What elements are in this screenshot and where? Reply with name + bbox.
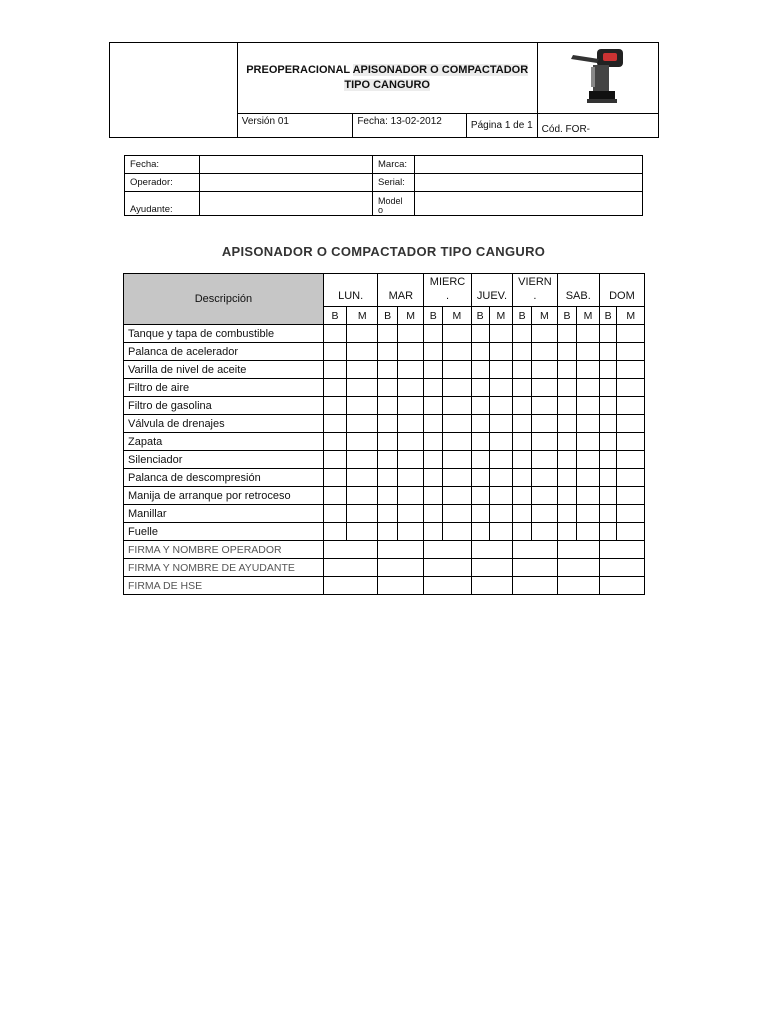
issue-date: Fecha: 13-02-2012 xyxy=(357,115,442,127)
signature-cell[interactable] xyxy=(557,541,599,559)
marca-field[interactable] xyxy=(415,156,643,174)
ayudante-field[interactable] xyxy=(200,192,373,216)
good-column-header: B xyxy=(557,307,577,325)
signature-label: FIRMA DE HSE xyxy=(124,577,324,595)
check-cell[interactable] xyxy=(557,343,577,361)
day-header xyxy=(378,274,424,307)
check-cell[interactable] xyxy=(531,397,557,415)
check-cell[interactable] xyxy=(424,523,443,541)
check-cell[interactable] xyxy=(347,469,378,487)
check-cell[interactable] xyxy=(323,361,346,379)
item-description: Silenciador xyxy=(124,451,324,469)
check-cell[interactable] xyxy=(471,325,489,343)
signature-cell[interactable] xyxy=(378,577,424,595)
check-cell[interactable] xyxy=(599,487,617,505)
check-cell[interactable] xyxy=(489,325,513,343)
check-cell[interactable] xyxy=(531,343,557,361)
check-cell[interactable] xyxy=(323,325,346,343)
bad-column-header: M xyxy=(489,307,513,325)
check-cell[interactable] xyxy=(599,361,617,379)
check-cell[interactable] xyxy=(471,397,489,415)
check-cell[interactable] xyxy=(443,415,472,433)
check-cell[interactable] xyxy=(531,379,557,397)
check-cell[interactable] xyxy=(617,451,645,469)
check-cell[interactable] xyxy=(397,379,423,397)
check-cell[interactable] xyxy=(577,397,600,415)
check-cell[interactable] xyxy=(471,343,489,361)
check-cell[interactable] xyxy=(557,325,577,343)
check-cell[interactable] xyxy=(617,343,645,361)
check-cell[interactable] xyxy=(577,379,600,397)
check-cell[interactable] xyxy=(471,505,489,523)
version-cell xyxy=(237,113,353,137)
check-cell[interactable] xyxy=(577,523,600,541)
good-column-header: B xyxy=(599,307,617,325)
check-cell[interactable] xyxy=(577,451,600,469)
modelo-field[interactable] xyxy=(415,192,643,216)
check-cell[interactable] xyxy=(443,451,472,469)
item-description: Filtro de gasolina xyxy=(124,397,324,415)
check-cell[interactable] xyxy=(424,343,443,361)
check-cell[interactable] xyxy=(489,379,513,397)
signature-cell[interactable] xyxy=(513,559,557,577)
signature-cell[interactable] xyxy=(323,577,378,595)
check-cell[interactable] xyxy=(531,325,557,343)
check-cell[interactable] xyxy=(513,415,532,433)
page-number: Página 1 de 1 xyxy=(470,119,533,131)
title-part2: APISONADOR O COMPACTADOR xyxy=(352,63,529,76)
item-description: Palanca de descompresión xyxy=(124,469,324,487)
check-cell[interactable] xyxy=(347,379,378,397)
table-row xyxy=(124,397,645,415)
check-cell[interactable] xyxy=(617,325,645,343)
check-cell[interactable] xyxy=(577,415,600,433)
item-description: Fuelle xyxy=(124,523,324,541)
fecha-field[interactable] xyxy=(200,156,373,174)
check-cell[interactable] xyxy=(577,505,600,523)
check-cell[interactable] xyxy=(471,451,489,469)
check-cell[interactable] xyxy=(323,343,346,361)
day-header xyxy=(471,274,512,307)
check-cell[interactable] xyxy=(424,433,443,451)
check-cell[interactable] xyxy=(471,523,489,541)
check-cell[interactable] xyxy=(378,343,398,361)
check-cell[interactable] xyxy=(513,523,532,541)
check-cell[interactable] xyxy=(471,361,489,379)
check-cell[interactable] xyxy=(489,469,513,487)
check-cell[interactable] xyxy=(378,379,398,397)
check-cell[interactable] xyxy=(424,379,443,397)
check-cell[interactable] xyxy=(599,505,617,523)
day-header xyxy=(323,274,378,307)
signature-cell[interactable] xyxy=(471,577,512,595)
signature-cell[interactable] xyxy=(599,541,644,559)
check-cell[interactable] xyxy=(531,451,557,469)
check-cell[interactable] xyxy=(617,397,645,415)
signature-cell[interactable] xyxy=(513,577,557,595)
ayudante-label: Ayudante: xyxy=(125,192,200,216)
signature-cell[interactable] xyxy=(424,541,471,559)
inspection-checklist xyxy=(123,273,645,595)
check-cell[interactable] xyxy=(378,487,398,505)
check-cell[interactable] xyxy=(599,451,617,469)
check-cell[interactable] xyxy=(489,397,513,415)
operador-field[interactable] xyxy=(200,174,373,192)
logo-cell xyxy=(110,43,238,138)
check-cell[interactable] xyxy=(489,415,513,433)
check-cell[interactable] xyxy=(347,361,378,379)
check-cell[interactable] xyxy=(599,523,617,541)
check-cell[interactable] xyxy=(557,361,577,379)
modelo-label-1: Model xyxy=(378,196,403,206)
check-cell[interactable] xyxy=(443,487,472,505)
check-cell[interactable] xyxy=(323,487,346,505)
check-cell[interactable] xyxy=(513,451,532,469)
check-cell[interactable] xyxy=(557,451,577,469)
signature-cell[interactable] xyxy=(557,577,599,595)
check-cell[interactable] xyxy=(489,343,513,361)
check-cell[interactable] xyxy=(557,433,577,451)
check-cell[interactable] xyxy=(378,505,398,523)
check-cell[interactable] xyxy=(397,343,423,361)
check-cell[interactable] xyxy=(513,469,532,487)
check-cell[interactable] xyxy=(531,433,557,451)
check-cell[interactable] xyxy=(531,415,557,433)
check-cell[interactable] xyxy=(347,343,378,361)
check-cell[interactable] xyxy=(443,523,472,541)
description-header: Descripción xyxy=(124,274,324,325)
check-cell[interactable] xyxy=(424,325,443,343)
check-cell[interactable] xyxy=(397,433,423,451)
check-cell[interactable] xyxy=(471,379,489,397)
check-cell[interactable] xyxy=(513,361,532,379)
table-row xyxy=(124,379,645,397)
day-header xyxy=(424,274,471,307)
check-cell[interactable] xyxy=(424,469,443,487)
page-cell xyxy=(466,113,537,137)
good-column-header: B xyxy=(323,307,346,325)
check-cell[interactable] xyxy=(443,343,472,361)
document-title xyxy=(237,43,537,114)
check-cell[interactable] xyxy=(513,343,532,361)
title-part1: PREOPERACIONAL xyxy=(246,63,350,76)
check-cell[interactable] xyxy=(577,361,600,379)
table-row xyxy=(124,415,645,433)
check-cell[interactable] xyxy=(397,415,423,433)
day-label-line2: . xyxy=(533,290,537,302)
check-cell[interactable] xyxy=(599,469,617,487)
check-cell[interactable] xyxy=(323,469,346,487)
check-cell[interactable] xyxy=(378,433,398,451)
document-header xyxy=(109,42,659,138)
signature-cell[interactable] xyxy=(323,559,378,577)
check-cell[interactable] xyxy=(347,415,378,433)
check-cell[interactable] xyxy=(378,361,398,379)
check-cell[interactable] xyxy=(513,505,532,523)
signature-row xyxy=(124,577,645,595)
day-label-line2: LUN. xyxy=(338,290,364,302)
check-cell[interactable] xyxy=(347,325,378,343)
day-label-line1: MIERC xyxy=(429,276,466,288)
signature-cell[interactable] xyxy=(599,577,644,595)
bad-column-header: M xyxy=(617,307,645,325)
bad-column-header: M xyxy=(531,307,557,325)
table-row xyxy=(124,343,645,361)
check-cell[interactable] xyxy=(323,415,346,433)
equipment-info-table xyxy=(124,155,643,216)
check-cell[interactable] xyxy=(443,325,472,343)
check-cell[interactable] xyxy=(617,469,645,487)
signature-label: FIRMA Y NOMBRE DE AYUDANTE xyxy=(124,559,324,577)
check-cell[interactable] xyxy=(378,397,398,415)
check-cell[interactable] xyxy=(617,361,645,379)
check-cell[interactable] xyxy=(531,487,557,505)
day-header xyxy=(513,274,557,307)
check-cell[interactable] xyxy=(424,487,443,505)
document-code: Cód. FOR- xyxy=(541,124,590,135)
check-cell[interactable] xyxy=(599,379,617,397)
check-cell[interactable] xyxy=(577,487,600,505)
item-description: Manillar xyxy=(124,505,324,523)
check-cell[interactable] xyxy=(347,505,378,523)
check-cell[interactable] xyxy=(397,487,423,505)
check-cell[interactable] xyxy=(577,433,600,451)
signature-cell[interactable] xyxy=(471,559,512,577)
check-cell[interactable] xyxy=(378,523,398,541)
check-cell[interactable] xyxy=(577,343,600,361)
check-cell[interactable] xyxy=(557,415,577,433)
item-description: Tanque y tapa de combustible xyxy=(124,325,324,343)
rammer-compactor-icon xyxy=(563,43,633,107)
check-cell[interactable] xyxy=(513,487,532,505)
check-cell[interactable] xyxy=(531,523,557,541)
check-cell[interactable] xyxy=(471,415,489,433)
bad-column-header: M xyxy=(577,307,600,325)
signature-label: FIRMA Y NOMBRE OPERADOR xyxy=(124,541,324,559)
day-label-line2: . xyxy=(445,290,450,302)
check-cell[interactable] xyxy=(323,433,346,451)
check-cell[interactable] xyxy=(471,469,489,487)
check-cell[interactable] xyxy=(443,505,472,523)
check-cell[interactable] xyxy=(617,379,645,397)
check-cell[interactable] xyxy=(599,415,617,433)
check-cell[interactable] xyxy=(531,469,557,487)
check-cell[interactable] xyxy=(424,397,443,415)
modelo-label xyxy=(373,192,415,216)
check-cell[interactable] xyxy=(489,523,513,541)
item-description: Válvula de drenajes xyxy=(124,415,324,433)
check-cell[interactable] xyxy=(323,451,346,469)
signature-cell[interactable] xyxy=(599,559,644,577)
good-column-header: B xyxy=(378,307,398,325)
signature-cell[interactable] xyxy=(378,541,424,559)
check-cell[interactable] xyxy=(513,379,532,397)
check-cell[interactable] xyxy=(557,379,577,397)
check-cell[interactable] xyxy=(617,433,645,451)
check-cell[interactable] xyxy=(347,433,378,451)
good-column-header: B xyxy=(513,307,532,325)
day-label-line1: VIERN xyxy=(518,276,552,288)
item-description: Varilla de nivel de aceite xyxy=(124,361,324,379)
check-cell[interactable] xyxy=(347,487,378,505)
check-cell[interactable] xyxy=(397,451,423,469)
check-cell[interactable] xyxy=(397,505,423,523)
check-cell[interactable] xyxy=(323,523,346,541)
check-cell[interactable] xyxy=(557,505,577,523)
check-cell[interactable] xyxy=(577,325,600,343)
check-cell[interactable] xyxy=(617,415,645,433)
check-cell[interactable] xyxy=(378,415,398,433)
check-cell[interactable] xyxy=(443,397,472,415)
item-description: Palanca de acelerador xyxy=(124,343,324,361)
check-cell[interactable] xyxy=(617,523,645,541)
check-cell[interactable] xyxy=(424,451,443,469)
check-cell[interactable] xyxy=(531,505,557,523)
serial-label: Serial: xyxy=(373,174,415,192)
check-cell[interactable] xyxy=(323,505,346,523)
table-row xyxy=(124,361,645,379)
day-header xyxy=(599,274,644,307)
serial-field[interactable] xyxy=(415,174,643,192)
check-cell[interactable] xyxy=(323,397,346,415)
check-cell[interactable] xyxy=(489,505,513,523)
table-row xyxy=(124,487,645,505)
check-cell[interactable] xyxy=(599,343,617,361)
check-cell[interactable] xyxy=(513,325,532,343)
check-cell[interactable] xyxy=(397,325,423,343)
fecha-label: Fecha: xyxy=(125,156,200,174)
day-label-line2: DOM xyxy=(609,290,635,302)
operador-label: Operador: xyxy=(125,174,200,192)
check-cell[interactable] xyxy=(531,361,557,379)
check-cell[interactable] xyxy=(577,469,600,487)
table-row xyxy=(124,523,645,541)
bad-column-header: M xyxy=(397,307,423,325)
signature-cell[interactable] xyxy=(424,577,471,595)
good-column-header: B xyxy=(424,307,443,325)
day-label-line2: SAB. xyxy=(565,290,591,302)
day-label-line2: MAR xyxy=(388,290,414,302)
check-cell[interactable] xyxy=(443,361,472,379)
table-row xyxy=(124,325,645,343)
signature-cell[interactable] xyxy=(378,559,424,577)
signature-cell[interactable] xyxy=(471,541,512,559)
check-cell[interactable] xyxy=(557,469,577,487)
check-cell[interactable] xyxy=(424,415,443,433)
signature-row xyxy=(124,541,645,559)
check-cell[interactable] xyxy=(513,397,532,415)
check-cell[interactable] xyxy=(397,361,423,379)
table-row xyxy=(124,469,645,487)
check-cell[interactable] xyxy=(443,433,472,451)
check-cell[interactable] xyxy=(443,379,472,397)
check-cell[interactable] xyxy=(397,523,423,541)
check-cell[interactable] xyxy=(599,433,617,451)
check-cell[interactable] xyxy=(397,397,423,415)
good-column-header: B xyxy=(471,307,489,325)
check-cell[interactable] xyxy=(378,325,398,343)
check-cell[interactable] xyxy=(557,397,577,415)
check-cell[interactable] xyxy=(489,487,513,505)
signature-cell[interactable] xyxy=(323,541,378,559)
item-description: Zapata xyxy=(124,433,324,451)
bad-column-header: M xyxy=(443,307,472,325)
signature-cell[interactable] xyxy=(513,541,557,559)
check-cell[interactable] xyxy=(599,397,617,415)
check-cell[interactable] xyxy=(489,451,513,469)
check-cell[interactable] xyxy=(424,505,443,523)
title-line2: TIPO CANGURO xyxy=(344,78,430,91)
check-cell[interactable] xyxy=(443,469,472,487)
check-cell[interactable] xyxy=(617,505,645,523)
item-description: Manija de arranque por retroceso xyxy=(124,487,324,505)
check-cell[interactable] xyxy=(471,433,489,451)
day-header xyxy=(557,274,599,307)
code-cell xyxy=(537,113,658,137)
check-cell[interactable] xyxy=(489,361,513,379)
check-cell[interactable] xyxy=(599,325,617,343)
equipment-image-cell xyxy=(537,43,658,114)
check-cell[interactable] xyxy=(378,469,398,487)
check-cell[interactable] xyxy=(347,451,378,469)
check-cell[interactable] xyxy=(397,469,423,487)
marca-label: Marca: xyxy=(373,156,415,174)
modelo-label-2: o xyxy=(378,205,384,215)
check-cell[interactable] xyxy=(557,523,577,541)
check-cell[interactable] xyxy=(557,487,577,505)
version: Versión 01 xyxy=(241,115,289,127)
check-cell[interactable] xyxy=(347,397,378,415)
check-cell[interactable] xyxy=(323,379,346,397)
check-cell[interactable] xyxy=(617,487,645,505)
sheet-title: APISONADOR O COMPACTADOR TIPO CANGURO xyxy=(221,244,546,259)
check-cell[interactable] xyxy=(347,523,378,541)
signature-cell[interactable] xyxy=(557,559,599,577)
date-cell xyxy=(353,113,467,137)
check-cell[interactable] xyxy=(513,433,532,451)
check-cell[interactable] xyxy=(489,433,513,451)
table-row xyxy=(124,433,645,451)
bad-column-header: M xyxy=(347,307,378,325)
check-cell[interactable] xyxy=(378,451,398,469)
signature-row xyxy=(124,559,645,577)
item-description: Filtro de aire xyxy=(124,379,324,397)
table-row xyxy=(124,451,645,469)
day-label-line2: JUEV. xyxy=(476,290,508,302)
check-cell[interactable] xyxy=(471,487,489,505)
table-row xyxy=(124,505,645,523)
check-cell[interactable] xyxy=(424,361,443,379)
signature-cell[interactable] xyxy=(424,559,471,577)
